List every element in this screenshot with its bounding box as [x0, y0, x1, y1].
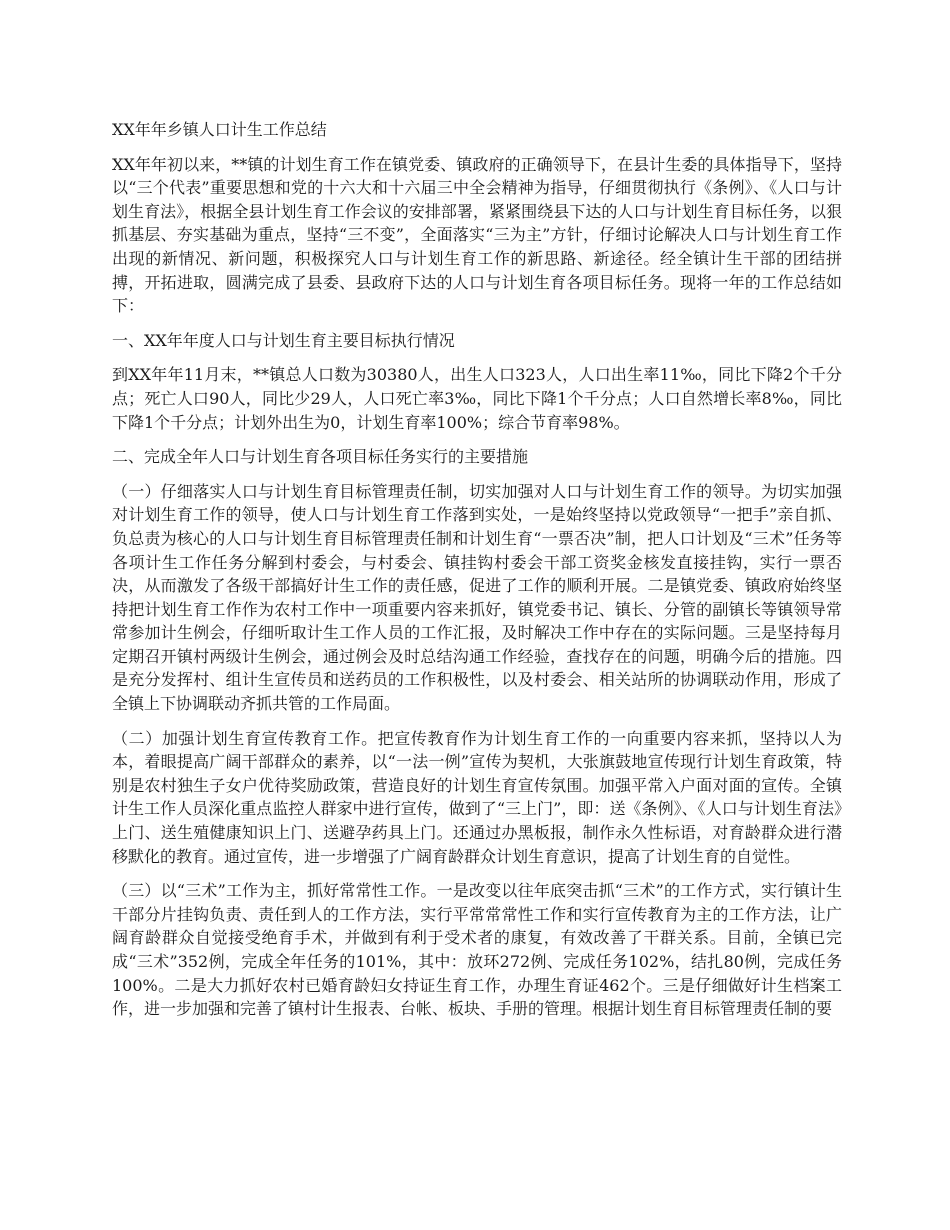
section-1-paragraph: 到XX年年11月末，**镇总人口数为30380人，出生人口323人，人口出生率11‰，同比下降2个千分点；死亡人口90人，同比少29人，人口死亡率3‰，同比下降1个千分点；人口自然增长率8‰，同比下降1个千分点；计划外出生为0，计划生育率100%；综合节育率98%。	[112, 365, 842, 432]
document-page	[112, 118, 842, 1032]
section-2-heading: 二、完成全年人口与计划生育各项目标任务实行的主要措施	[112, 447, 529, 467]
section-1-heading: 一、XX年年度人口与计划生育主要目标执行情况	[112, 330, 455, 350]
measure-3-paragraph: （三）以“三术”工作为主，抓好常常性工作。一是改变以往年底突击抓“三术”的工作方式，实行镇计生干部分片挂钩负责、责任到人的工作方法，实行平常常常性工作和实行宣传教育为主的工作方法，让广阔育龄群众自觉接受绝育手术，并做到有利于受术者的康复，有效改善了干群关系。目前，全镇已完成“三术”352例，完成全年任务的101%，其中：放环272例、完成任务102%，结扎80例，完成任务100%。二是大力抓好农村已婚育龄妇女持证生育工作，办理生育证462个。三是仔细做好计生档案工作，进一步加强和完善了镇村计生报表、台帐、板块、手册的管理。根据计划生育目标管理责任制的要	[112, 881, 842, 1019]
intro-paragraph: XX年年初以来，**镇的计划生育工作在镇党委、镇政府的正确领导下，在县计生委的具体指导下，坚持以“三个代表”重要思想和党的十六大和十六届三中全会精神为指导，仔细贯彻执行《条例》、《人口与计划生育法》，根据全县计划生育工作会议的安排部署，紧紧围绕县下达的人口与计划生育目标任务，以狠抓基层、夯实基础为重点，坚持“三不变”，全面落实“三为主”方针，仔细讨论解决人口与计划生育工作出现的新情况、新问题，积极探究人口与计划生育工作的新思路、新途径。经全镇计生干部的团结拼搏，开拓进取，圆满完成了县委、县政府下达的人口与计划生育各项目标任务。现将一年的工作总结如下：	[112, 154, 842, 316]
measure-1-paragraph: （一）仔细落实人口与计划生育目标管理责任制，切实加强对人口与计划生育工作的领导。为切实加强对计划生育工作的领导，使人口与计划生育工作落到实处，一是始终坚持以党政领导“一把手”亲自抓、负总责为核心的人口与计划生育目标管理责任制和计划生育“一票否决”制，把人口计划及“三术”任务等各项计生工作任务分解到村委会，与村委会、镇挂钩村委会干部工资奖金核发直接挂钩，实行一票否决，从而激发了各级干部搞好计生工作的责任感，促进了工作的顺利开展。二是镇党委、镇政府始终坚持把计划生育工作作为农村工作中一项重要内容来抓好，镇党委书记、镇长、分管的副镇长等镇领导常常参加计生例会，仔细听取计生工作人员的工作汇报，及时解决工作中存在的实际问题。三是坚持每月定期召开镇村两级计生例会，通过例会及时总结沟通工作经验，查找存在的问题，明确今后的措施。四是充分发挥村、组计生宣传员和送药员的工作积极性，以及村委会、相关站所的协调联动作用，形成了全镇上下协调联动齐抓共管的工作局面。	[112, 481, 842, 714]
document-title: XX年年乡镇人口计生工作总结	[112, 120, 327, 139]
measure-2-paragraph: （二）加强计划生育宣传教育工作。把宣传教育作为计划生育工作的一向重要内容来抓，坚持以人为本，着眼提高广阔干部群众的素养，以“一法一例”宣传为契机，大张旗鼓地宣传现行计划生育政策，特别是农村独生子女户优待奖励政策，营造良好的计划生育宣传氛围。加强平常入户面对面的宣传。全镇计生工作人员深化重点监控人群家中进行宣传，做到了“三上门”，即：送《条例》、《人口与计划生育法》上门、送生殖健康知识上门、送避孕药具上门。还通过办黑板报，制作永久性标语，对育龄群众进行潜移默化的教育。通过宣传，进一步增强了广阔育龄群众计划生育意识，提高了计划生育的自觉性。	[112, 728, 842, 866]
